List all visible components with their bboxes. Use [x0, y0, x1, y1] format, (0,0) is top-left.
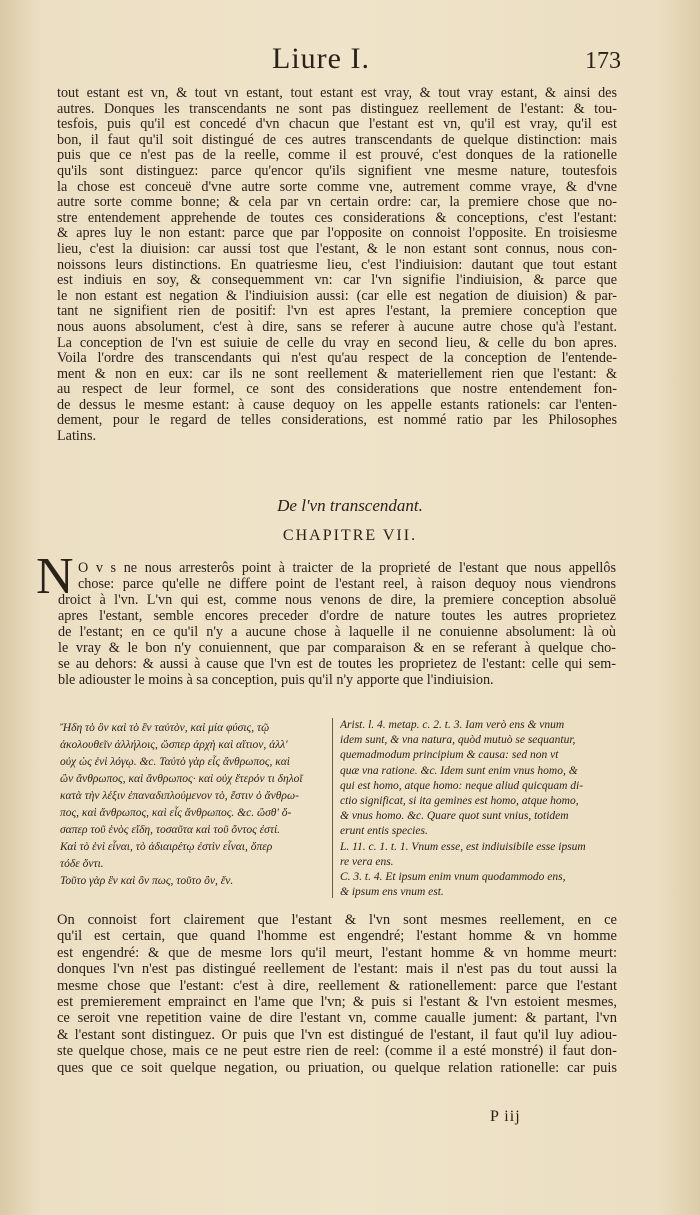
- running-title: Liure I.: [272, 42, 370, 75]
- text-line: autres. Donques les transcendants ne sont pas distinguez reellement de l'estant: & tou-: [57, 101, 617, 117]
- text-line: tout estant est vn, & tout vn estant, tout estant est vray, & tout vray estant, & ainsi des: [57, 86, 617, 101]
- greek-line: ἀκολουθεῖν ἀλλήλοις, ὥσπερ ἀρχὴ καὶ αἴτιον, ἀλλ': [60, 739, 288, 751]
- latin-line: re vera ens.: [340, 855, 394, 868]
- chapter-title: CHAPITRE VII.: [282, 527, 418, 544]
- text-line: Latins.: [57, 429, 97, 445]
- text-line: ste quelque chose, mais ce ne peut estre rien de reel: (comme il a esté monstré) il faut don-: [57, 1043, 617, 1060]
- text-line: ble adiouster le moins à sa conception, puis qu'il n'y apporte que l'indiuision.: [58, 672, 494, 688]
- text-line: tesfois, puis qu'il est concedé d'vn chacun que l'estant est vn, qu'il est vray, qu'il est: [57, 117, 617, 133]
- signature-mark: P iij: [490, 1108, 521, 1125]
- text-line: au respect de leur formel, ce sont des considerations que nostre entendement fon-: [57, 382, 617, 398]
- text-line: qu'il est certain, que quand l'homme est engendré; l'estant homme & vn homme: [57, 928, 617, 945]
- text-line: qu'ils sont distinguez: parce qu'encor qu'ils signifient vne mesme nature, toutesfois: [57, 163, 617, 179]
- text-line: O v s ne nous arresterôs point à traicter de la proprieté de l'estant que nous appellôs: [78, 560, 616, 576]
- page-number: 173: [585, 48, 621, 74]
- text-line: puis que ce n'est pas de la reelle, comme il est prouvé, c'est donques de la rationelle: [57, 148, 617, 164]
- drop-capital: N: [36, 548, 74, 605]
- text-line: & apres luy le non estant: parce que par l'opposite on connoist l'opposite. En troisiesme: [57, 226, 617, 242]
- text-line: lieu, c'est la diuision: car aussi tost que l'estant, & le non estant sont connus, nous con-: [57, 241, 617, 257]
- text-line: noissons leurs distinctions. En quatriesme lieu, c'est l'indiuision: dautant que tout estant: [57, 257, 617, 273]
- latin-line: & ipsum ens vnum est.: [340, 886, 444, 899]
- greek-line: Τοῦτο γὰρ ἓν καὶ ὂν πως, τοῦτο ὂν, ἕν.: [60, 875, 234, 887]
- latin-line: C. 3. t. 4. Et ipsum enim vnum quodammodo ens,: [340, 871, 566, 884]
- latin-line: quæ vna ratione. &c. Idem sunt enim vnus homo, &: [340, 764, 578, 777]
- latin-line: L. 11. c. 1. t. 1. Vnum esse, est indiuisibile esse ipsum: [340, 840, 586, 853]
- section-title: De l'vn transcendant.: [277, 496, 423, 515]
- text-line: tant ne signifient rien de positif: l'vn est apres l'estant, la premiere conception que: [57, 304, 617, 320]
- text-line: le vray & le bon n'y conuiennent, que par comparaison & en se referant à quelque cho-: [58, 640, 616, 656]
- text-line: autre sorte comme bonne; & cela par vn certain ordre: car, la premiere chose que no-: [57, 195, 617, 211]
- greek-line: κατὰ τὴν λέξιν ἐπαναδιπλούμενον τὸ, ἔστιν ὁ ἄνθρω-: [60, 790, 299, 802]
- text-line: est premierement emprainct en l'ame que l'vn; & puis si l'estant & l'vn estoient mesmes,: [57, 994, 617, 1011]
- text-line: La conception de l'vn est suiuie de celle du vray en second lieu, & celle du bon apres.: [57, 335, 617, 351]
- text-line: droict à l'vn. L'vn qui est, comme nous venons de dire, la premiere conception absoluë: [58, 592, 616, 608]
- greek-line: πος, καὶ ἄνθρωπος, καὶ εἷς ἄνθρωπος. &c. ὥσθ' ὅ-: [60, 807, 292, 819]
- text-line: se au dehors: & aussi à cause que l'vn est de toutes les proprietez de l'estant: celle qui sem-: [58, 656, 616, 672]
- greek-line: σαπερ τοῦ ἑνὸς εἴδη, τοσαῦτα καὶ τοῦ ὄντος ἐστί.: [60, 824, 281, 836]
- latin-line: quemadmodum principium & causa: sed non vt: [340, 749, 559, 762]
- text-line: chose: parce qu'elle ne differe point de l'estant reel, à raison dequoy nous viendrons: [78, 576, 616, 592]
- text-line: la chose est conceuë d'vne autre sorte comme vne, autrement comme vraye, & d'vne: [57, 179, 617, 195]
- text-line: & l'estant sont distinguez. Or puis que l'vn est distingué de l'estant, il faut qu'il luy adiou-: [57, 1026, 617, 1043]
- text-line: de l'estant; en ce qu'il n'y a aucune chose à laquelle il ne conuienne absolument: là où: [58, 624, 616, 640]
- column-divider: [332, 718, 333, 898]
- text-line: ce seroit vne repetition vaine de dire l'estant vn, comme caualle jument: & partant, l'vn: [57, 1010, 617, 1027]
- paragraph-transcendants: [57, 86, 617, 445]
- greek-line: τόδε ὄντι.: [60, 858, 104, 870]
- text-line: est indiuis en soy, & consequemment vn: car l'vn signifie l'indiuision, & parce que: [57, 273, 617, 289]
- latin-citation: [340, 718, 615, 900]
- latin-line: erunt entis species.: [340, 825, 428, 838]
- text-line: apres l'estant, semble encores preceder d'ordre de nature toutes les autres proprietez: [58, 608, 616, 624]
- text-line: donques l'vn n'est pas distingué reellement de l'estant: mais il n'est pas du tout aussi la: [57, 961, 617, 978]
- greek-line: Καὶ τὸ ἑνὶ εἶναι, τὸ ἀδιαιρέτῳ ἐστὶν εἶναι, ὅπερ: [60, 841, 273, 853]
- latin-line: & vnus homo. &c. Quare quot sunt vnius, totidem: [340, 810, 569, 823]
- text-line: ques que ce soit quelque negation, ou priuation, ou quelque relation rationelle: car puis: [57, 1059, 617, 1076]
- text-line: On connoist fort clairement que l'estant & l'vn sont mesmes reellement, en ce: [57, 912, 617, 928]
- text-line: le non estant est negation & l'indiuision aussi: (car elle est negation de diuision) & par-: [57, 288, 617, 304]
- latin-line: Arist. l. 4. metap. c. 2. t. 3. Iam verò ens & vnum: [340, 719, 565, 731]
- text-line: mesme chose que l'estant: c'est à dire, reellement & rationellement: parce que l'estant: [57, 977, 617, 994]
- text-line: est engendré: & que de mesme lors qu'il meurt, l'estant homme & vn homme meurt:: [57, 944, 617, 961]
- greek-line: οὐχ ὡς ἑνὶ λόγῳ. &c. Ταὐτὸ γὰρ εἷς ἄνθρωπος, καὶ: [60, 756, 291, 768]
- latin-line: ctio significat, si ita gemines est homo, atque homo,: [340, 795, 579, 808]
- text-line: bon, il faut qu'il soit distingué de ces autres transcendants de quelque distinction: mais: [57, 132, 617, 148]
- text-line: de dessus le mesme estant: à cause dequoy on les appelle estants rationels: car l'enten-: [57, 397, 617, 413]
- greek-line: ὢν ἄνθρωπος, καὶ ἄνθρωπος· καὶ οὐχ ἕτερόν τι δηλοῖ: [60, 773, 303, 785]
- text-line: Voila l'ordre des transcendants qui n'est qu'au respect de la conception de l'entende-: [57, 351, 617, 367]
- greek-citation: [60, 720, 320, 890]
- paragraph-estant-et-vn: [57, 912, 617, 1076]
- paragraph-chapter-opening: [58, 560, 616, 688]
- latin-line: idem sunt, & vna natura, quòd mutuò se sequantur,: [340, 734, 576, 747]
- text-line: nous auons absolument, c'est à dire, sans se referer à aucune autre chose qu'à l'estant.: [57, 319, 617, 335]
- text-line: dement, pour le regard de telles considerations, est nommé ratio par les Philosophes: [57, 413, 617, 429]
- latin-line: qui est homo, atque homo: neque aliud quicquam di-: [340, 779, 584, 792]
- greek-line: Ἤδη τὸ ὂν καὶ τὸ ἓν ταὐτὸν, καὶ μία φύσις, τῷ: [60, 722, 270, 734]
- text-line: ment & non en eux: car ils ne sont reellement & materiellement rien que l'estant: &: [57, 366, 617, 382]
- text-line: stre entendement apprehende de toutes ces considerations & conceptions, c'est l'estant:: [57, 210, 617, 226]
- running-head: [0, 42, 700, 82]
